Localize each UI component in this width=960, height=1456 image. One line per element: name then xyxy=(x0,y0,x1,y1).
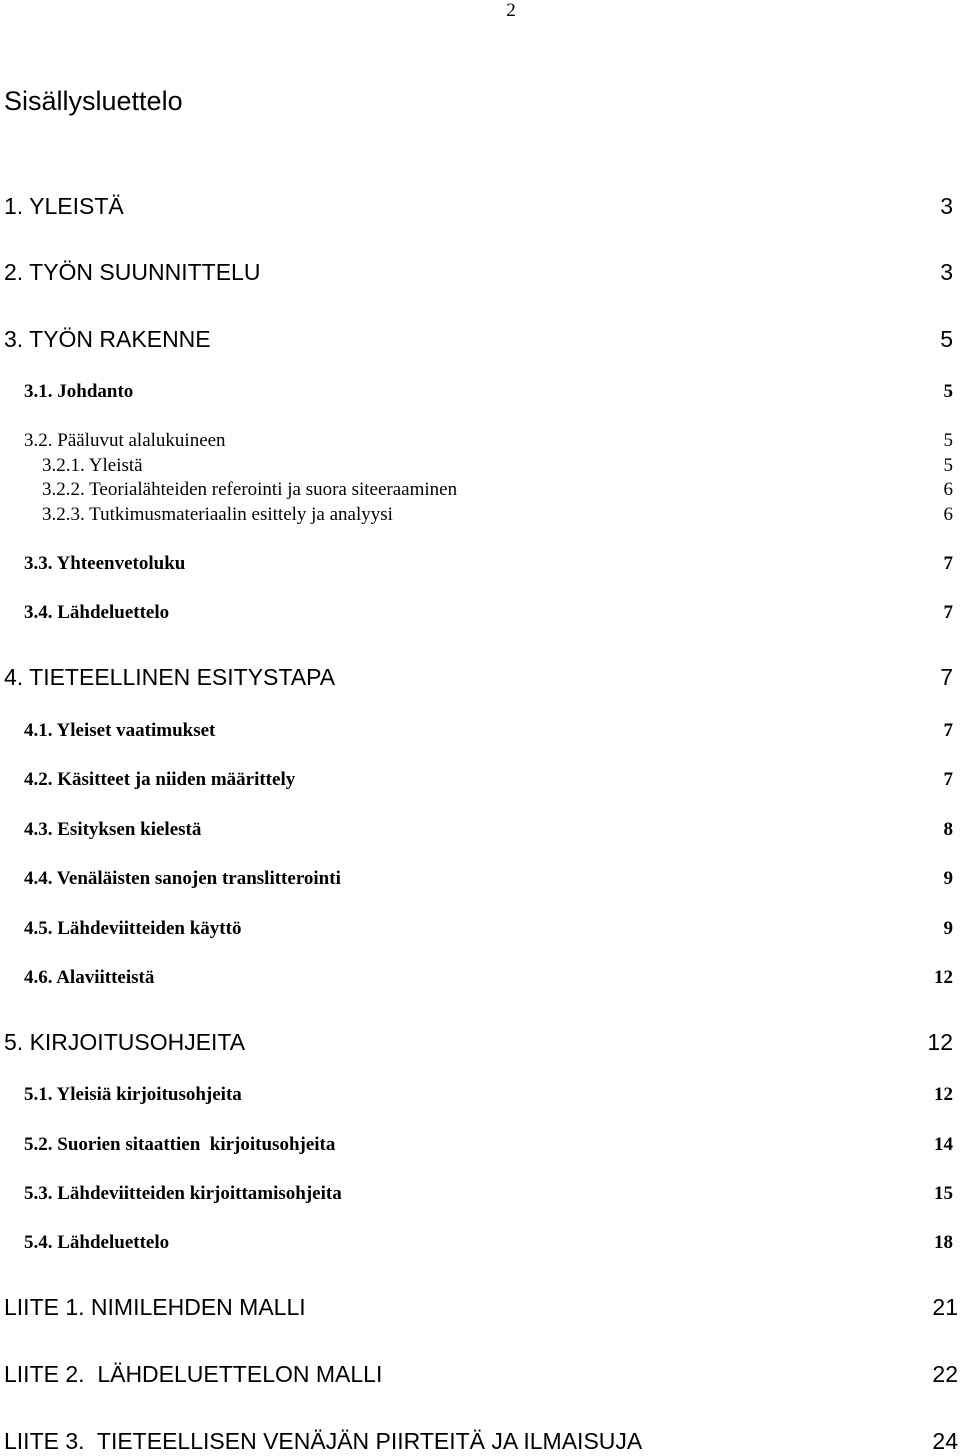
toc-entry-page: 15 xyxy=(934,1183,953,1204)
toc-entry-appendix-2[interactable] xyxy=(0,1359,960,1389)
toc-entry-page: 7 xyxy=(943,769,953,790)
toc-entry-page: 5 xyxy=(943,381,953,402)
toc-entry-page: 12 xyxy=(934,967,953,988)
toc-entry-page: 14 xyxy=(934,1134,953,1155)
toc-entry-5-1[interactable] xyxy=(0,1080,960,1110)
toc-entry-label: 5.2. Suorien sitaattien kirjoitusohjeita xyxy=(24,1134,336,1155)
toc-entry-label: 4.4. Venäläisten sanojen translitterointi xyxy=(24,868,341,889)
toc-entry-page: 3 xyxy=(940,192,953,219)
toc-entry-page: 12 xyxy=(927,1028,953,1055)
toc-entry-label: 5.4. Lähdeluettelo xyxy=(24,1232,170,1253)
toc-entry-page: 3 xyxy=(940,258,953,285)
toc-entry-label: LIITE 3. TIETEELLISEN VENÄJÄN PIIRTEITÄ JA ILMAISUJA xyxy=(4,1427,643,1454)
toc-entry-page: 5 xyxy=(940,325,953,352)
toc-entry-page: 22 xyxy=(932,1360,958,1387)
toc-entry-label: 3.1. Johdanto xyxy=(24,381,134,402)
toc-entry-label: 4. TIETEELLINEN ESITYSTAPA xyxy=(4,663,336,690)
toc-entry-4[interactable] xyxy=(0,662,960,692)
toc-entry-label: 4.5. Lähdeviitteiden käyttö xyxy=(24,918,242,939)
toc-entry-1[interactable] xyxy=(0,191,960,221)
toc-entry-label: 4.1. Yleiset vaatimukset xyxy=(24,720,216,741)
toc-entry-page: 12 xyxy=(934,1084,953,1105)
toc-entry-label: 3.2. Pääluvut alalukuineen xyxy=(24,430,226,451)
toc-entry-label: 4.3. Esityksen kielestä xyxy=(24,819,202,840)
toc-entry-5-3[interactable] xyxy=(0,1179,960,1209)
toc-entry-3[interactable] xyxy=(0,324,960,354)
toc-entry-label: LIITE 2. LÄHDELUETTELON MALLI xyxy=(4,1360,383,1387)
page-number: 2 xyxy=(506,0,516,21)
toc-entry-label: 5.3. Lähdeviitteiden kirjoittamisohjeita xyxy=(24,1183,342,1204)
toc-entry-label: 4.6. Alaviitteistä xyxy=(24,967,155,988)
toc-entry-label: 2. TYÖN SUUNNITTELU xyxy=(4,258,261,285)
toc-entry-4-1[interactable] xyxy=(0,716,960,746)
toc-entry-page: 9 xyxy=(943,868,953,889)
toc-entry-page: 7 xyxy=(940,663,953,690)
toc-entry-label: 3. TYÖN RAKENNE xyxy=(4,325,211,352)
toc-entry-appendix-3[interactable] xyxy=(0,1426,960,1456)
toc-entry-label: 3.3. Yhteenvetoluku xyxy=(24,553,186,574)
toc-entry-page: 21 xyxy=(932,1293,958,1320)
toc-entry-page: 8 xyxy=(943,819,953,840)
toc-entry-5[interactable] xyxy=(0,1027,960,1057)
toc-entry-label: 3.2.1. Yleistä xyxy=(42,455,143,476)
toc-entry-page: 7 xyxy=(943,553,953,574)
toc-entry-4-4[interactable] xyxy=(0,864,960,894)
toc-entry-appendix-1[interactable] xyxy=(0,1292,960,1322)
toc-entry-page: 18 xyxy=(934,1232,953,1253)
toc-entry-label: 5. KIRJOITUSOHJEITA xyxy=(4,1028,246,1055)
toc-entry-label: 4.2. Käsitteet ja niiden määrittely xyxy=(24,769,296,790)
toc-entry-label: 3.2.2. Teorialähteiden referointi ja suora siteeraaminen xyxy=(42,479,458,500)
toc-entry-page: 6 xyxy=(943,504,953,525)
toc-entry-page: 5 xyxy=(943,430,953,451)
toc-entry-2[interactable] xyxy=(0,257,960,287)
toc-entry-5-4[interactable] xyxy=(0,1228,960,1258)
toc-entry-label: 3.2.3. Tutkimusmateriaalin esittely ja analyysi xyxy=(42,504,393,525)
toc-entry-4-5[interactable] xyxy=(0,914,960,944)
toc-entry-5-2[interactable] xyxy=(0,1130,960,1160)
toc-entry-page: 9 xyxy=(943,918,953,939)
page-title: Sisällysluettelo xyxy=(4,86,183,116)
toc-entry-3-3[interactable] xyxy=(0,549,960,579)
toc-entry-4-6[interactable] xyxy=(0,963,960,993)
toc-entry-3-2-3[interactable] xyxy=(0,500,960,530)
toc-entry-label: 1. YLEISTÄ xyxy=(4,192,124,219)
toc-entry-3-1[interactable] xyxy=(0,377,960,407)
toc-entry-3-4[interactable] xyxy=(0,598,960,628)
toc-entry-4-3[interactable] xyxy=(0,815,960,845)
toc-entry-page: 7 xyxy=(943,602,953,623)
toc-entry-label: LIITE 1. NIMILEHDEN MALLI xyxy=(4,1293,306,1320)
toc-entry-page: 5 xyxy=(943,455,953,476)
toc-entry-page: 6 xyxy=(943,479,953,500)
toc-entry-label: 3.4. Lähdeluettelo xyxy=(24,602,170,623)
toc-entry-4-2[interactable] xyxy=(0,765,960,795)
toc-entry-label: 5.1. Yleisiä kirjoitusohjeita xyxy=(24,1084,242,1105)
toc-entry-page: 7 xyxy=(943,720,953,741)
toc-entry-page: 24 xyxy=(932,1427,958,1454)
